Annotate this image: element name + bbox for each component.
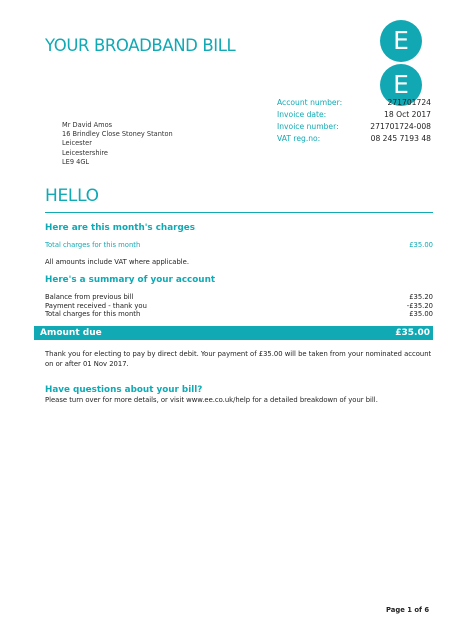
address-line: LE9 4GL <box>62 157 90 166</box>
total-charges-label: Total charges for this month <box>45 241 141 249</box>
amount-due-value: £35.00 <box>395 328 430 338</box>
questions-text: Please turn over for more details, or visit www.ee.co.uk/help for a detailed breakdown of your bill. <box>45 396 378 404</box>
questions-heading: Have questions about your bill? <box>45 385 203 395</box>
invoice-date-row <box>277 109 431 121</box>
total-charges-value: £35.00 <box>409 241 433 249</box>
invoice-number-value: 271701724-008 <box>370 122 431 131</box>
invoice-date-value: 18 Oct 2017 <box>384 110 431 119</box>
address-line: Leicestershire <box>62 148 108 157</box>
logo-letter-top: E <box>380 20 422 62</box>
address-line: Mr David Amos <box>62 121 113 129</box>
summary-row-value: £35.00 <box>409 310 433 319</box>
account-details <box>277 97 431 145</box>
summary-row <box>45 293 433 302</box>
summary-table <box>45 293 433 319</box>
invoice-number-row <box>277 121 431 133</box>
customer-address <box>62 121 173 167</box>
ee-logo <box>376 20 426 108</box>
summary-row-value: £35.20 <box>409 293 433 301</box>
page-number: Page 1 of 6 <box>386 606 430 614</box>
invoice-number-label: Invoice number: <box>277 122 339 131</box>
summary-row-label: Payment received - thank you <box>45 301 147 310</box>
vat-reg-row <box>277 133 431 145</box>
amount-due-bar <box>34 326 433 340</box>
summary-row-value: -£35.20 <box>406 301 433 310</box>
vat-note: All amounts include VAT where applicable. <box>45 258 190 266</box>
direct-debit-note: Thank you for electing to pay by direct debit. Your payment of £35.00 will be taken from your nominated account on or after 01 Nov 2017. <box>45 350 432 368</box>
vat-reg-label: VAT reg.no: <box>277 134 321 143</box>
summary-heading: Here's a summary of your account <box>45 275 216 285</box>
logo-letter-bottom: E <box>380 64 422 106</box>
account-number-row <box>277 97 431 109</box>
amount-due-label: Amount due <box>40 328 102 338</box>
summary-row <box>45 310 433 319</box>
greeting: HELLO <box>45 186 99 206</box>
charges-heading: Here are this month's charges <box>45 223 195 233</box>
vat-reg-value: 08 245 7193 48 <box>370 134 431 143</box>
summary-row-label: Balance from previous bill <box>45 293 134 301</box>
account-number-label: Account number: <box>277 98 343 107</box>
summary-row-label: Total charges for this month <box>45 310 141 319</box>
address-line: Leicester <box>62 139 92 148</box>
total-charges-row <box>45 241 433 249</box>
account-number-value: 271701724 <box>387 98 431 107</box>
divider <box>45 212 433 213</box>
invoice-date-label: Invoice date: <box>277 110 327 119</box>
page-title: YOUR BROADBAND BILL <box>45 36 236 55</box>
summary-row <box>45 302 433 311</box>
address-line: 16 Brindley Close Stoney Stanton <box>62 130 173 139</box>
